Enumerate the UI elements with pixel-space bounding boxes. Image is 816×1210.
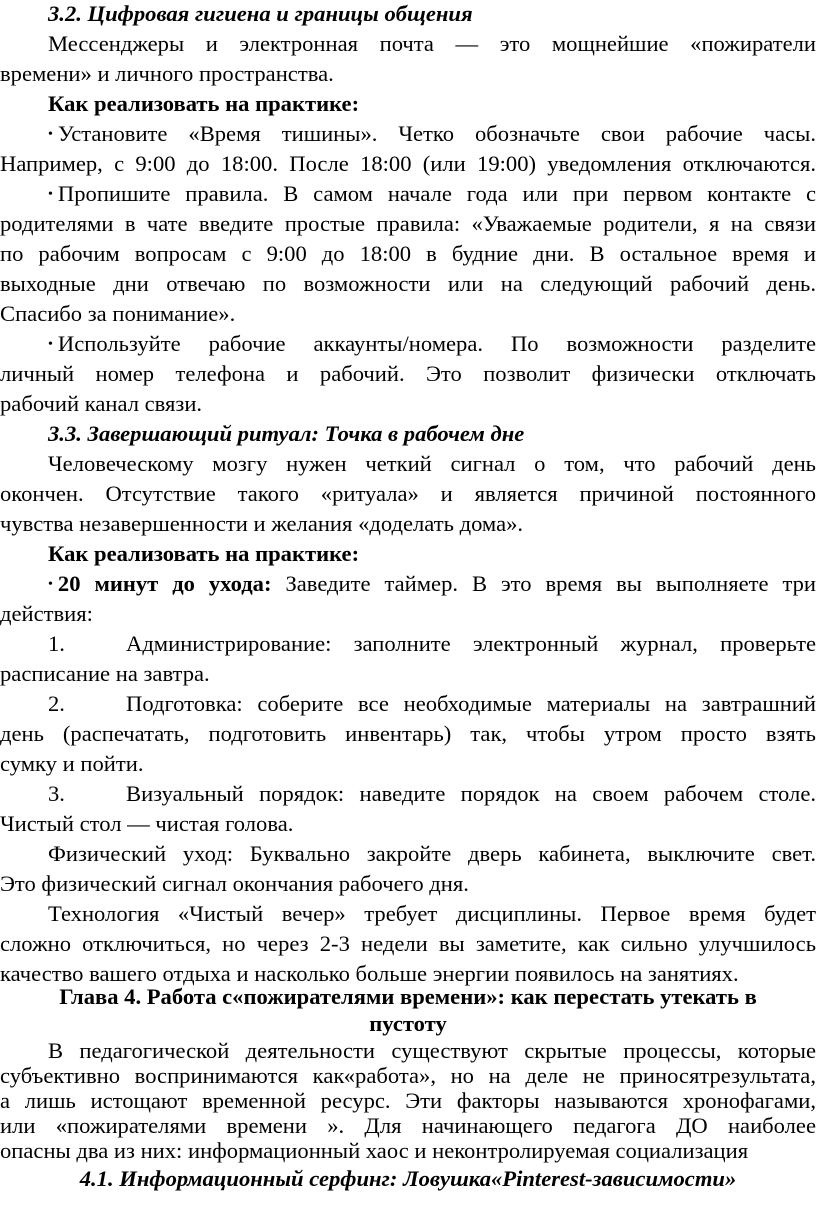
paragraph-line: опасны два из них: информационный хаос и неконтролируемая социализация: [0, 1138, 749, 1163]
paragraph-line: а лишь истощают временной ресурс. Эти факторы называются хронофагами,: [0, 1088, 816, 1113]
bullet-icon: [48, 331, 58, 356]
paragraph-line: субъективно воспринимаются как«работа», но на деле не приносятрезультата,: [0, 1063, 816, 1088]
bullet-icon: [48, 121, 58, 146]
numbered-item: 3. Визуальный порядок: наведите порядок на своем рабочем столе.: [0, 779, 816, 809]
paragraph-line: или «пожирателями времени ». Для начинающего педагога ДО наиболее: [0, 1113, 816, 1138]
bullet-item: • 20 минут до ухода: Заведите таймер. В это время вы выполняете три: [0, 569, 816, 599]
paragraph-line: Физический уход: Буквально закройте дверь кабинета, выключите свет.: [48, 841, 816, 866]
paragraph-line: Это физический сигнал окончания рабочего дня.: [0, 871, 469, 896]
paragraph-line: качество вашего отдыха и насколько больше энергии появилось на занятиях.: [0, 961, 739, 986]
bullet-item: • Используйте рабочие аккаунты/номера. По возможности разделите: [0, 329, 816, 359]
paragraph-line: расписание на завтра.: [0, 661, 210, 686]
paragraph-line: В педагогической деятельности существуют скрытые процессы, которые: [48, 1038, 816, 1063]
paragraph-line: Например, с 9:00 до 18:00. После 18:00 (или 19:00) уведомления отключаются.: [0, 151, 816, 176]
paragraph-line: личный номер телефона и рабочий. Это позволит физически отключать: [0, 361, 816, 386]
paragraph-line: Мессенджеры и электронная почта — это мощнейшие «пожиратели: [48, 31, 816, 56]
paragraph-line: Человеческому мозгу нужен четкий сигнал о том, что рабочий день: [48, 451, 816, 476]
paragraph-line: действия:: [0, 601, 93, 626]
paragraph-line: родителями в чате введите простые правила: «Уважаемые родители, я на связи: [0, 211, 816, 236]
paragraph-line: сложно отключиться, но через 2-3 недели вы заметите, как сильно улучшилось: [0, 931, 816, 956]
paragraph-line: рабочий канал связи.: [0, 391, 203, 416]
chapter-title: пустоту: [369, 1011, 447, 1036]
paragraph-line: времени» и личного пространства.: [0, 61, 334, 86]
bullet-item: • Пропишите правила. В самом начале года или при первом контакте с: [0, 179, 816, 209]
numbered-item: 2. Подготовка: соберите все необходимые материалы на завтрашний: [0, 689, 816, 719]
paragraph-line: по рабочим вопросам с 9:00 до 18:00 в будние дни. В остальное время и: [0, 241, 816, 266]
paragraph-line: окончен. Отсутствие такого «ритуала» и является причиной постоянного: [0, 481, 816, 506]
paragraph-line: Технология «Чистый вечер» требует дисциплины. Первое время будет: [48, 901, 816, 926]
bullet-item: • Установите «Время тишины». Четко обозначьте свои рабочие часы.: [0, 119, 816, 149]
section-heading: 4.1. Информационный серфинг: Ловушка«Pinterest-зависимости»: [79, 1166, 737, 1191]
paragraph-line: чувства незавершенности и желания «доделать дома».: [0, 511, 524, 536]
bullet-icon: [48, 181, 58, 206]
numbered-item: 1. Администрирование: заполните электронный журнал, проверьте: [0, 629, 816, 659]
paragraph-line: Спасибо за понимание».: [0, 301, 236, 326]
subsection-label: Как реализовать на практике:: [48, 541, 360, 566]
bullet-icon: [48, 571, 58, 596]
paragraph-line: выходные дни отвечаю по возможности или на следующий рабочий день.: [0, 271, 816, 296]
paragraph-line: день (распечатать, подготовить инвентарь) так, чтобы утром просто взять: [0, 721, 816, 746]
subsection-label: Как реализовать на практике:: [48, 91, 360, 116]
paragraph-line: Чистый стол — чистая голова.: [0, 811, 294, 836]
chapter-title: Глава 4. Работа с«пожирателями времени»: как перестать утекать в: [59, 984, 757, 1009]
section-heading: 3.3. Завершающий ритуал: Точка в рабочем дне: [48, 421, 525, 446]
list-number: 2.: [48, 691, 65, 716]
list-number: 1.: [48, 631, 65, 656]
section-heading: 3.2. Цифровая гигиена и границы общения: [48, 1, 473, 26]
paragraph-line: сумку и пойти.: [0, 751, 144, 776]
list-number: 3.: [48, 781, 65, 806]
